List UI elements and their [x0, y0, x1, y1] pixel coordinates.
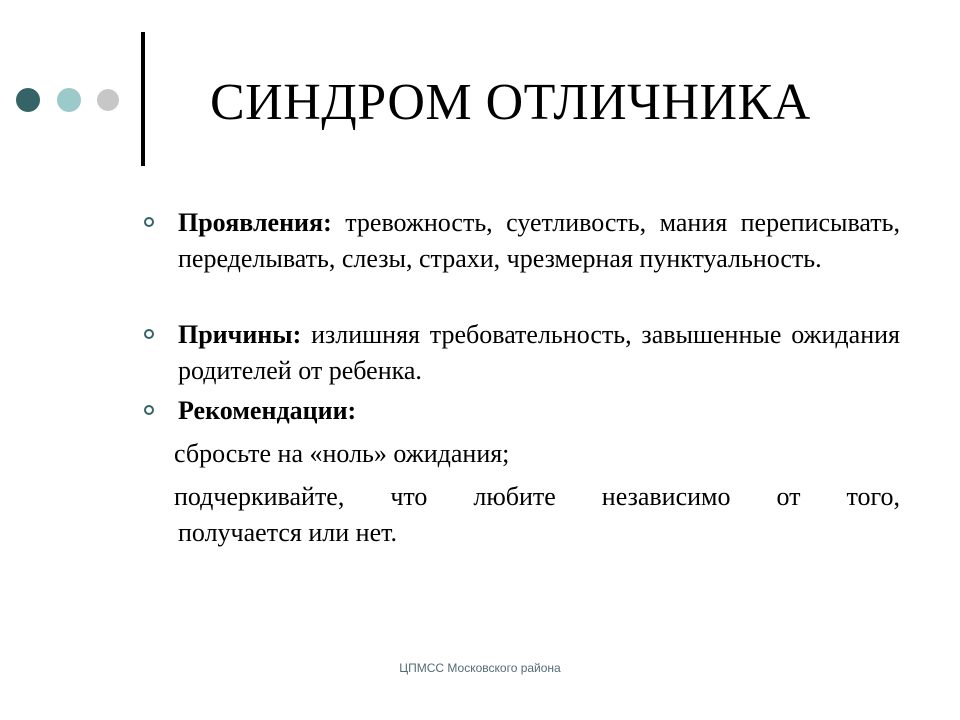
bullet-item-manifestations [178, 205, 900, 277]
ring-bullet-icon [144, 217, 154, 227]
recommendation-line-part: получается или нет. [178, 518, 398, 547]
bullet-term: Проявления: [178, 208, 332, 237]
bullet-term: Рекомендации: [178, 396, 357, 425]
slide-footer: ЦПМСС Московского района [399, 661, 561, 675]
recommendation-line: сбросьте на «ноль» ожидания; [174, 439, 510, 468]
light-teal-dot-decoration [57, 88, 81, 112]
ring-bullet-icon [144, 329, 154, 339]
recommendation-line-part: подчеркивайте, что любите независимо от того, [174, 482, 900, 511]
ring-bullet-icon [144, 405, 154, 415]
dark-teal-dot-decoration [16, 88, 40, 112]
slide-title: СИНДРОМ ОТЛИЧНИКА [210, 74, 811, 131]
bullet-item-recommendations [178, 393, 900, 429]
recommendation-line [174, 479, 900, 551]
gray-dot-decoration [97, 89, 119, 111]
bullet-term: Причины: [178, 320, 302, 349]
bullet-text: излишняя требовательность, завышенные ожидания родителей от ребенка. [178, 320, 900, 385]
bullet-item-causes [178, 317, 900, 389]
bullet-text: тревожность, суетливость, мания переписывать, переделывать, слезы, страхи, чрезмерная пунктуальность. [178, 208, 900, 273]
vertical-divider-line [141, 32, 145, 166]
